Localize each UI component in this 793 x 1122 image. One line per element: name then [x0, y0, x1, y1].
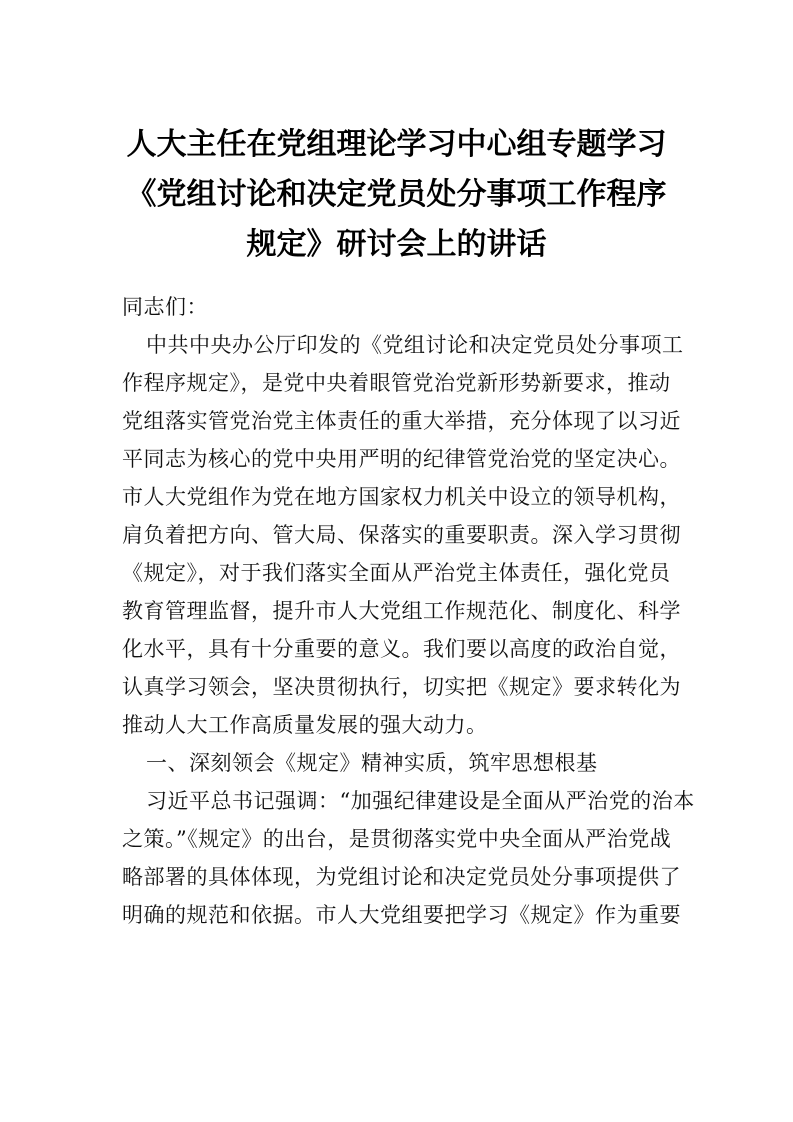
paragraph-line: 教育管理监督，提升市人大党组工作规范化、制度化、科学	[122, 599, 681, 623]
paragraph-line: 作程序规定》，是党中央着眼管党治党新形势新要求，推动	[122, 371, 671, 395]
title-line-3: 规定》研讨会上的讲话	[246, 227, 547, 262]
paragraph-line: 中共中央办公厅印发的《党组讨论和决定党员处分事项工	[146, 333, 684, 357]
paragraph-line: 肩负着把方向、管大局、保落实的重要职责。深入学习贯彻	[122, 523, 681, 547]
paragraph-line: 党组落实管党治党主体责任的重大举措，充分体现了以习近	[122, 409, 681, 433]
paragraph-line: 习近平总书记强调：“加强纪律建设是全面从严治党的治本	[146, 789, 695, 813]
document-body	[122, 288, 695, 934]
paragraph-line: 之策。”《规定》的出台，是贯彻落实党中央全面从严治党战	[122, 827, 672, 851]
paragraph-line: 平同志为核心的党中央用严明的纪律管党治党的坚定决心。	[122, 447, 681, 471]
paragraph-line: 认真学习领会，坚决贯彻执行，切实把《规定》要求转化为	[122, 675, 681, 699]
paragraph-line: 《规定》，对于我们落实全面从严治党主体责任，强化党员	[122, 561, 671, 585]
document-title	[100, 120, 693, 270]
paragraph-line: 略部署的具体体现，为党组讨论和决定党员处分事项提供了	[122, 865, 681, 889]
title-line-1: 人大主任在党组理论学习中心组专题学习	[126, 127, 667, 162]
section-heading-1: 一、深刻领会《规定》精神实质，筑牢思想根基	[146, 751, 598, 775]
paragraph-line: 化水平，具有十分重要的意义。我们要以高度的政治自觉，	[122, 637, 681, 661]
paragraph-line: 推动人大工作高质量发展的强大动力。	[122, 713, 488, 737]
paragraph-2	[122, 782, 695, 934]
title-line-2: 《党组讨论和决定党员处分事项工作程序	[126, 177, 667, 212]
paragraph-1	[122, 326, 682, 744]
greeting: 同志们：	[122, 295, 208, 319]
paragraph-line: 明确的规范和依据。市人大党组要把学习《规定》作为重要	[122, 903, 681, 927]
paragraph-line: 市人大党组作为党在地方国家权力机关中设立的领导机构，	[122, 485, 681, 509]
